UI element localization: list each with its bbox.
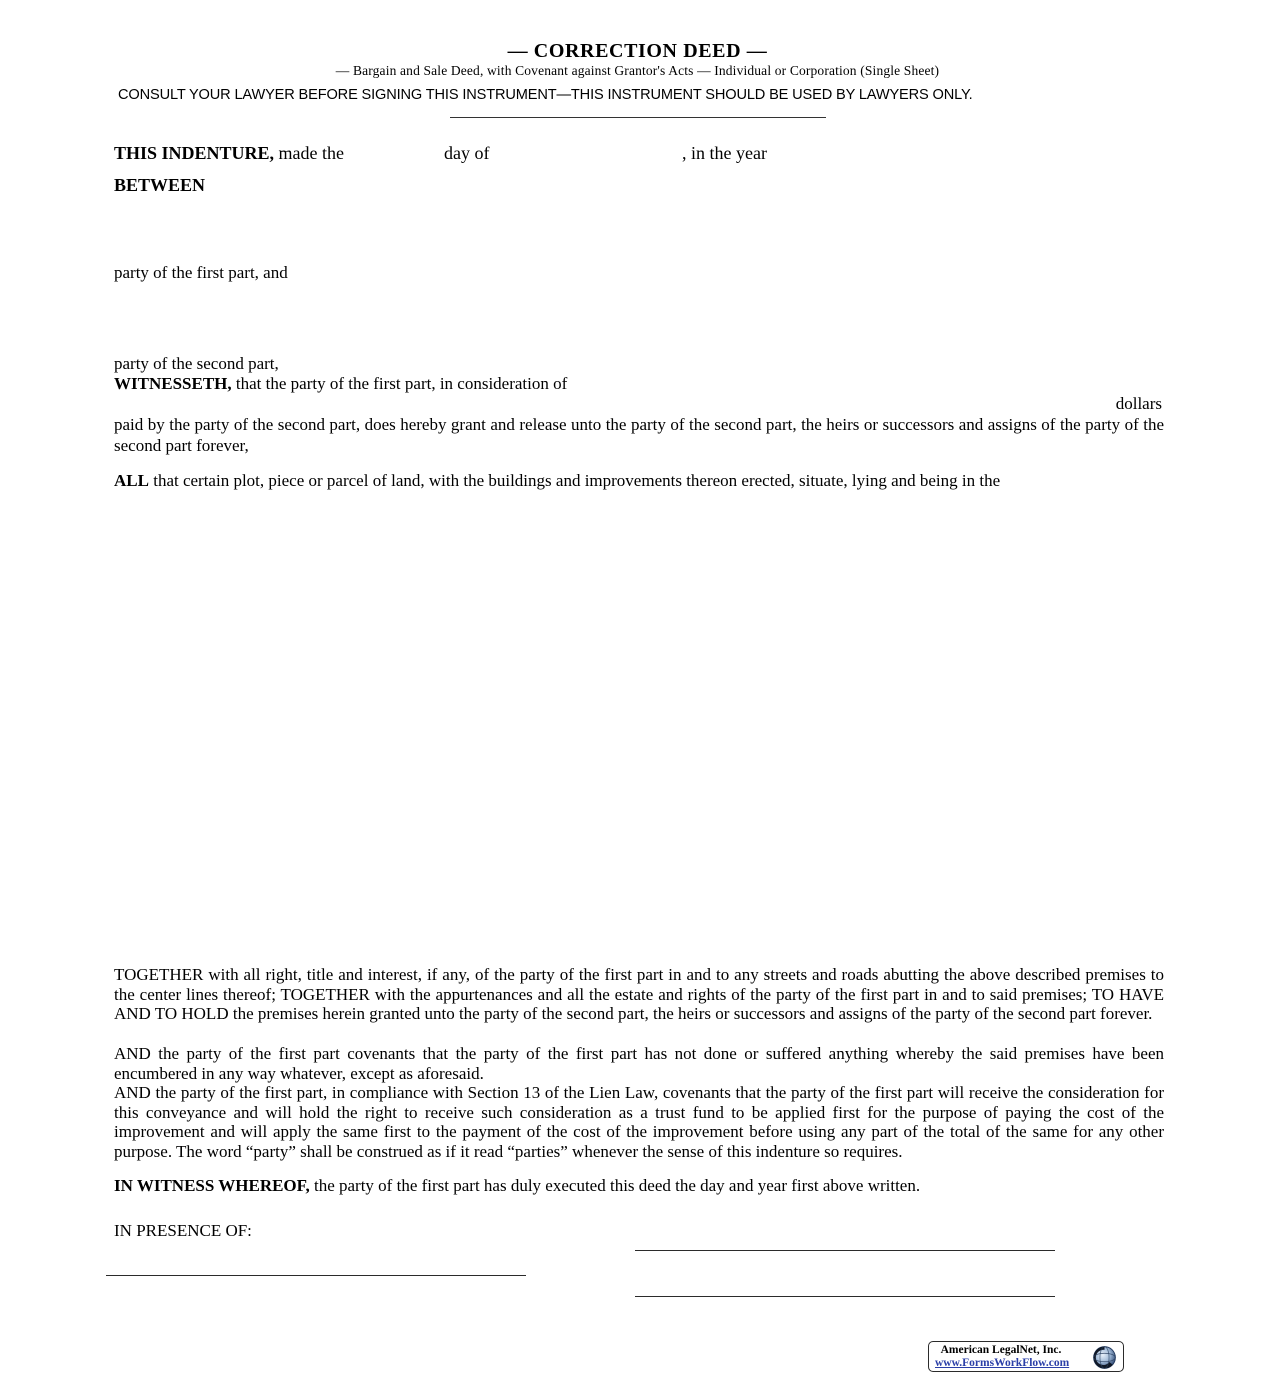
in-the-year-label: , in the year: [682, 143, 767, 163]
document-subtitle: — Bargain and Sale Deed, with Covenant against Grantor's Acts — Individual or Corporation (Single Sheet): [335, 63, 940, 78]
between-label: BETWEEN: [114, 175, 206, 195]
badge-company-name: American LegalNet, Inc.: [940, 1344, 1062, 1356]
party-second-part-label: party of the second part,: [114, 354, 279, 373]
badge-text-group: [935, 1344, 1070, 1370]
party-first-part-label: party of the first part, and: [114, 263, 288, 282]
witness-whereof-bold: IN WITNESS WHEREOF,: [114, 1176, 310, 1195]
globe-logo-icon: [1090, 1343, 1119, 1372]
signature-line-grantor-2[interactable]: [635, 1296, 1055, 1297]
property-description-paragraph: [114, 470, 1164, 491]
all-bold: ALL: [114, 471, 149, 490]
indenture-lead-rest: made the: [274, 143, 345, 163]
badge-website-link[interactable]: www.FormsWorkFlow.com: [935, 1357, 1070, 1369]
in-witness-whereof-line: [114, 1176, 1164, 1196]
consult-lawyer-notice: CONSULT YOUR LAWYER BEFORE SIGNING THIS INSTRUMENT—THIS INSTRUMENT SHOULD BE USED BY LAWYERS ONLY.: [118, 87, 973, 103]
header-divider: [450, 117, 826, 118]
day-of-label: day of: [444, 143, 490, 163]
lien-law-covenant-paragraph: AND the party of the first part, in compliance with Section 13 of the Lien Law, covenants that the party of the first part will receive the consideration for this conveyance and will hold the right to receive such consideration as a trust fund to be applied first for the purpose of paying the cost of the improvement and will apply the same first to the payment of the cost of the improvement before using any part of the total of the same for any other purpose. The word “party” shall be construed as if it read “parties” whenever the sense of this indenture so requires.: [114, 1083, 1164, 1161]
american-legalnet-badge: [928, 1341, 1124, 1372]
signature-line-grantor-1[interactable]: [635, 1250, 1055, 1251]
indenture-line: [114, 143, 1174, 164]
witnesseth-line: [114, 374, 567, 394]
grant-and-release-paragraph: paid by the party of the second part, does hereby grant and release unto the party of the second part, the heirs or successors and assigns of the party of the second part forever,: [114, 415, 1164, 455]
together-paragraph: TOGETHER with all right, title and interest, if any, of the party of the first part in and to any streets and roads abutting the above described premises to the center lines thereof; TOGETHER with the appurtenances and all the estate and rights of the party of the first part in and to said premises; TO HAVE AND TO HOLD the premises herein granted unto the party of the second part, the heirs or successors and assigns of the party of the second part forever.: [114, 965, 1164, 1023]
signature-line-witness-1[interactable]: [106, 1275, 526, 1276]
in-presence-of-label: IN PRESENCE OF:: [114, 1221, 252, 1240]
all-rest: that certain plot, piece or parcel of land, with the buildings and improvements thereon erected, situate, lying and being in the: [148, 471, 1001, 490]
encumbrance-covenant-paragraph: AND the party of the first part covenants that the party of the first part has not done or suffered anything whereby the said premises have been encumbered in any way whatever, except as aforesaid.: [114, 1044, 1164, 1083]
dollars-label: dollars: [1115, 394, 1162, 413]
witness-whereof-rest: the party of the first part has duly executed this deed the day and year first above written.: [309, 1176, 921, 1195]
page-title: — CORRECTION DEED —: [507, 40, 768, 62]
indenture-lead-bold: THIS INDENTURE,: [114, 143, 275, 163]
witnesseth-rest: that the party of the first part, in consideration of: [231, 374, 568, 393]
witnesseth-bold: WITNESSETH,: [114, 374, 232, 393]
